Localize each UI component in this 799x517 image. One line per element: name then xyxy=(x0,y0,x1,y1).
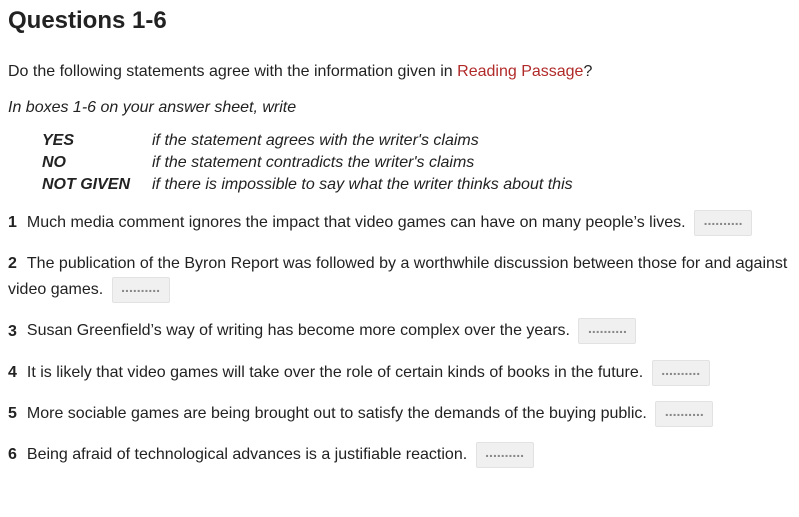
answer-placeholder: .......... xyxy=(703,212,743,228)
question-5 xyxy=(8,401,791,427)
answer-input-2[interactable] xyxy=(112,277,170,303)
legend-description: if the statement agrees with the writer's claims xyxy=(152,132,479,149)
answer-legend xyxy=(42,130,791,196)
question-number: 5 xyxy=(8,405,17,423)
question-text: Susan Greenfield’s way of writing has become more complex over the years. xyxy=(26,322,570,340)
question-1 xyxy=(8,210,791,236)
question-text: More sociable games are being brought out to satisfy the demands of the buying public. xyxy=(26,405,647,423)
legend-key: YES xyxy=(42,132,75,149)
legend-key: NOT GIVEN xyxy=(42,176,131,193)
question-text: Much media comment ignores the impact that video games can have on many people’s lives. xyxy=(26,214,686,232)
legend-row-no xyxy=(42,152,791,174)
answer-placeholder: .......... xyxy=(587,320,627,337)
answer-input-3[interactable] xyxy=(578,318,636,344)
question-3 xyxy=(8,318,791,344)
reading-passage-link[interactable]: Reading Passage xyxy=(457,63,584,80)
question-4 xyxy=(8,360,791,386)
legend-row-not-given xyxy=(42,174,791,196)
question-number: 6 xyxy=(8,446,17,464)
answer-placeholder: .......... xyxy=(664,402,704,419)
legend-description: if there is impossible to say what the writer thinks about this xyxy=(152,176,573,193)
legend-row-yes xyxy=(42,130,791,152)
question-number: 1 xyxy=(8,214,17,232)
question-6 xyxy=(8,442,791,468)
question-2 xyxy=(8,251,791,303)
answer-input-5[interactable] xyxy=(655,401,713,427)
answer-input-1[interactable] xyxy=(694,210,752,236)
intro-text xyxy=(8,62,791,82)
answer-input-6[interactable] xyxy=(476,442,534,468)
question-text: It is likely that video games will take over the role of certain kinds of books in the future. xyxy=(26,363,644,381)
instruction-text: In boxes 1-6 on your answer sheet, write xyxy=(8,99,297,116)
answer-placeholder: .......... xyxy=(485,444,525,461)
question-number: 3 xyxy=(8,322,17,340)
question-number: 2 xyxy=(8,255,17,273)
question-list xyxy=(8,210,791,468)
intro-text-after: ? xyxy=(583,63,593,80)
answer-placeholder: .......... xyxy=(121,279,161,296)
legend-description: if the statement contradicts the writer's claims xyxy=(152,154,475,171)
legend-key: NO xyxy=(42,154,66,171)
section-title: Questions 1-6 xyxy=(8,7,167,34)
question-text: The publication of the Byron Report was followed by a worthwhile discussion between those for and against video games. xyxy=(8,255,788,299)
intro-text-before: Do the following statements agree with the information given in xyxy=(8,63,458,80)
question-number: 4 xyxy=(8,363,17,381)
answer-placeholder: .......... xyxy=(661,361,701,378)
question-text: Being afraid of technological advances is a justifiable reaction. xyxy=(26,446,468,464)
answer-input-4[interactable] xyxy=(652,360,710,386)
